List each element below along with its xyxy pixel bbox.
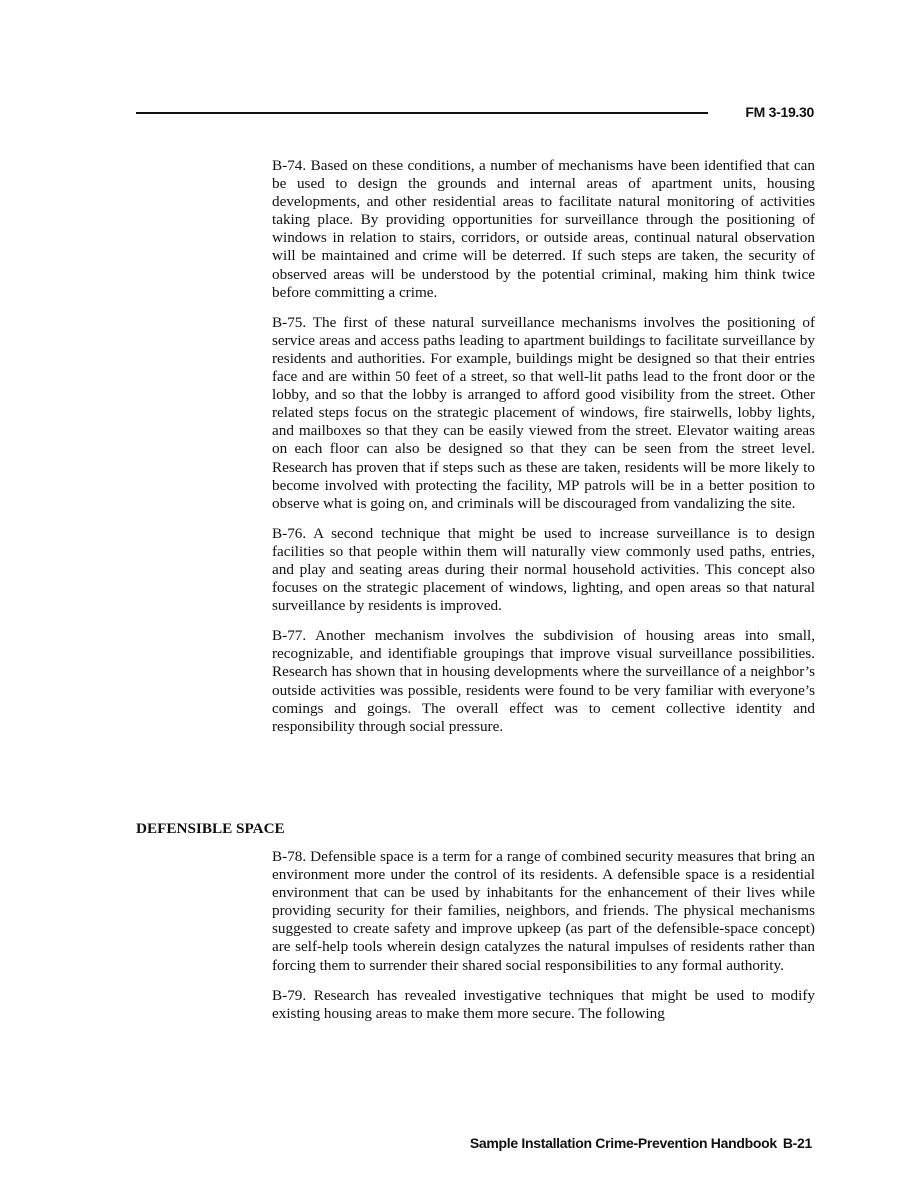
paragraph-b76: B-76. A second technique that might be used to increase surveillance is to design facilities so that people within them will naturally view commonly used paths, entries, and play and seating areas during their normal household activities. This concept also focuses on the strategic placement of windows, lighting, and open areas so that natural surveillance by residents is improved. — [272, 524, 815, 615]
body-section-2 — [272, 848, 815, 1035]
paragraph-b74: B-74. Based on these conditions, a number of mechanisms have been identified that can be used to design the grounds and internal areas of apartment units, housing developments, and other residential areas to facilitate natural monitoring of activities taking place. By providing opportunities for surveillance through the positioning of windows in relation to stairs, corridors, or outside areas, continual natural observation will be maintained and crime will be deterred. If such steps are taken, the security of observed areas will be understood by the potential criminal, making him think twice before committing a crime. — [272, 157, 815, 301]
section-heading-defensible-space: DEFENSIBLE SPACE — [136, 820, 285, 837]
paragraph-b75: B-75. The first of these natural surveillance mechanisms involves the positioning of service areas and access paths leading to apartment buildings to facilitate surveillance by residents and authorities. For example, buildings might be designed so that their entries face and are within 50 feet of a street, so that well-lit paths lead to the front door or the lobby, and so that the lobby is arranged to afford good visibility from the street. Other related steps focus on the strategic placement of windows, fire stairwells, lobby lights, and mailboxes so that they can be easily viewed from the street. Elevator waiting areas on each floor can also be designed so that they can be seen from the street level. Research has proven that if steps such as these are taken, residents will be more likely to become involved with protecting the facility, MP patrols will be in a better position to observe what is going on, and criminals will be discouraged from vandalizing the site. — [272, 313, 815, 512]
body-section-1 — [272, 157, 815, 748]
footer-title: Sample Installation Crime-Prevention Handbook — [469, 1135, 777, 1151]
document-code: FM 3-19.30 — [745, 104, 814, 120]
paragraph-b79: B-79. Research has revealed investigative techniques that might be used to modify existing housing areas to make them more secure. The following — [272, 986, 815, 1022]
paragraph-b78: B-78. Defensible space is a term for a range of combined security measures that bring an environment more under the control of its residents. A defensible space is a residential environment that can be used by inhabitants for the enhancement of their lives while providing security for their families, neighbors, and friends. The physical mechanisms suggested to create safety and improve upkeep (as part of the defensible-space concept) are self-help tools wherein design catalyzes the natural impulses of residents rather than forcing them to surrender their shared social responsibilities to any formal authority. — [272, 848, 815, 974]
paragraph-b77: B-77. Another mechanism involves the subdivision of housing areas into small, recognizable, and identifiable groupings that improve visual surveillance possibilities. Research has shown that in housing developments where the surveillance of a neighbor’s outside activities was possible, residents were found to be very familiar with everyone’s comings and goings. The overall effect was to cement collective identity and responsibility through social pressure. — [272, 627, 815, 735]
page-footer — [470, 1135, 812, 1151]
header-rule — [136, 112, 708, 114]
page-number: B-21 — [782, 1135, 812, 1151]
